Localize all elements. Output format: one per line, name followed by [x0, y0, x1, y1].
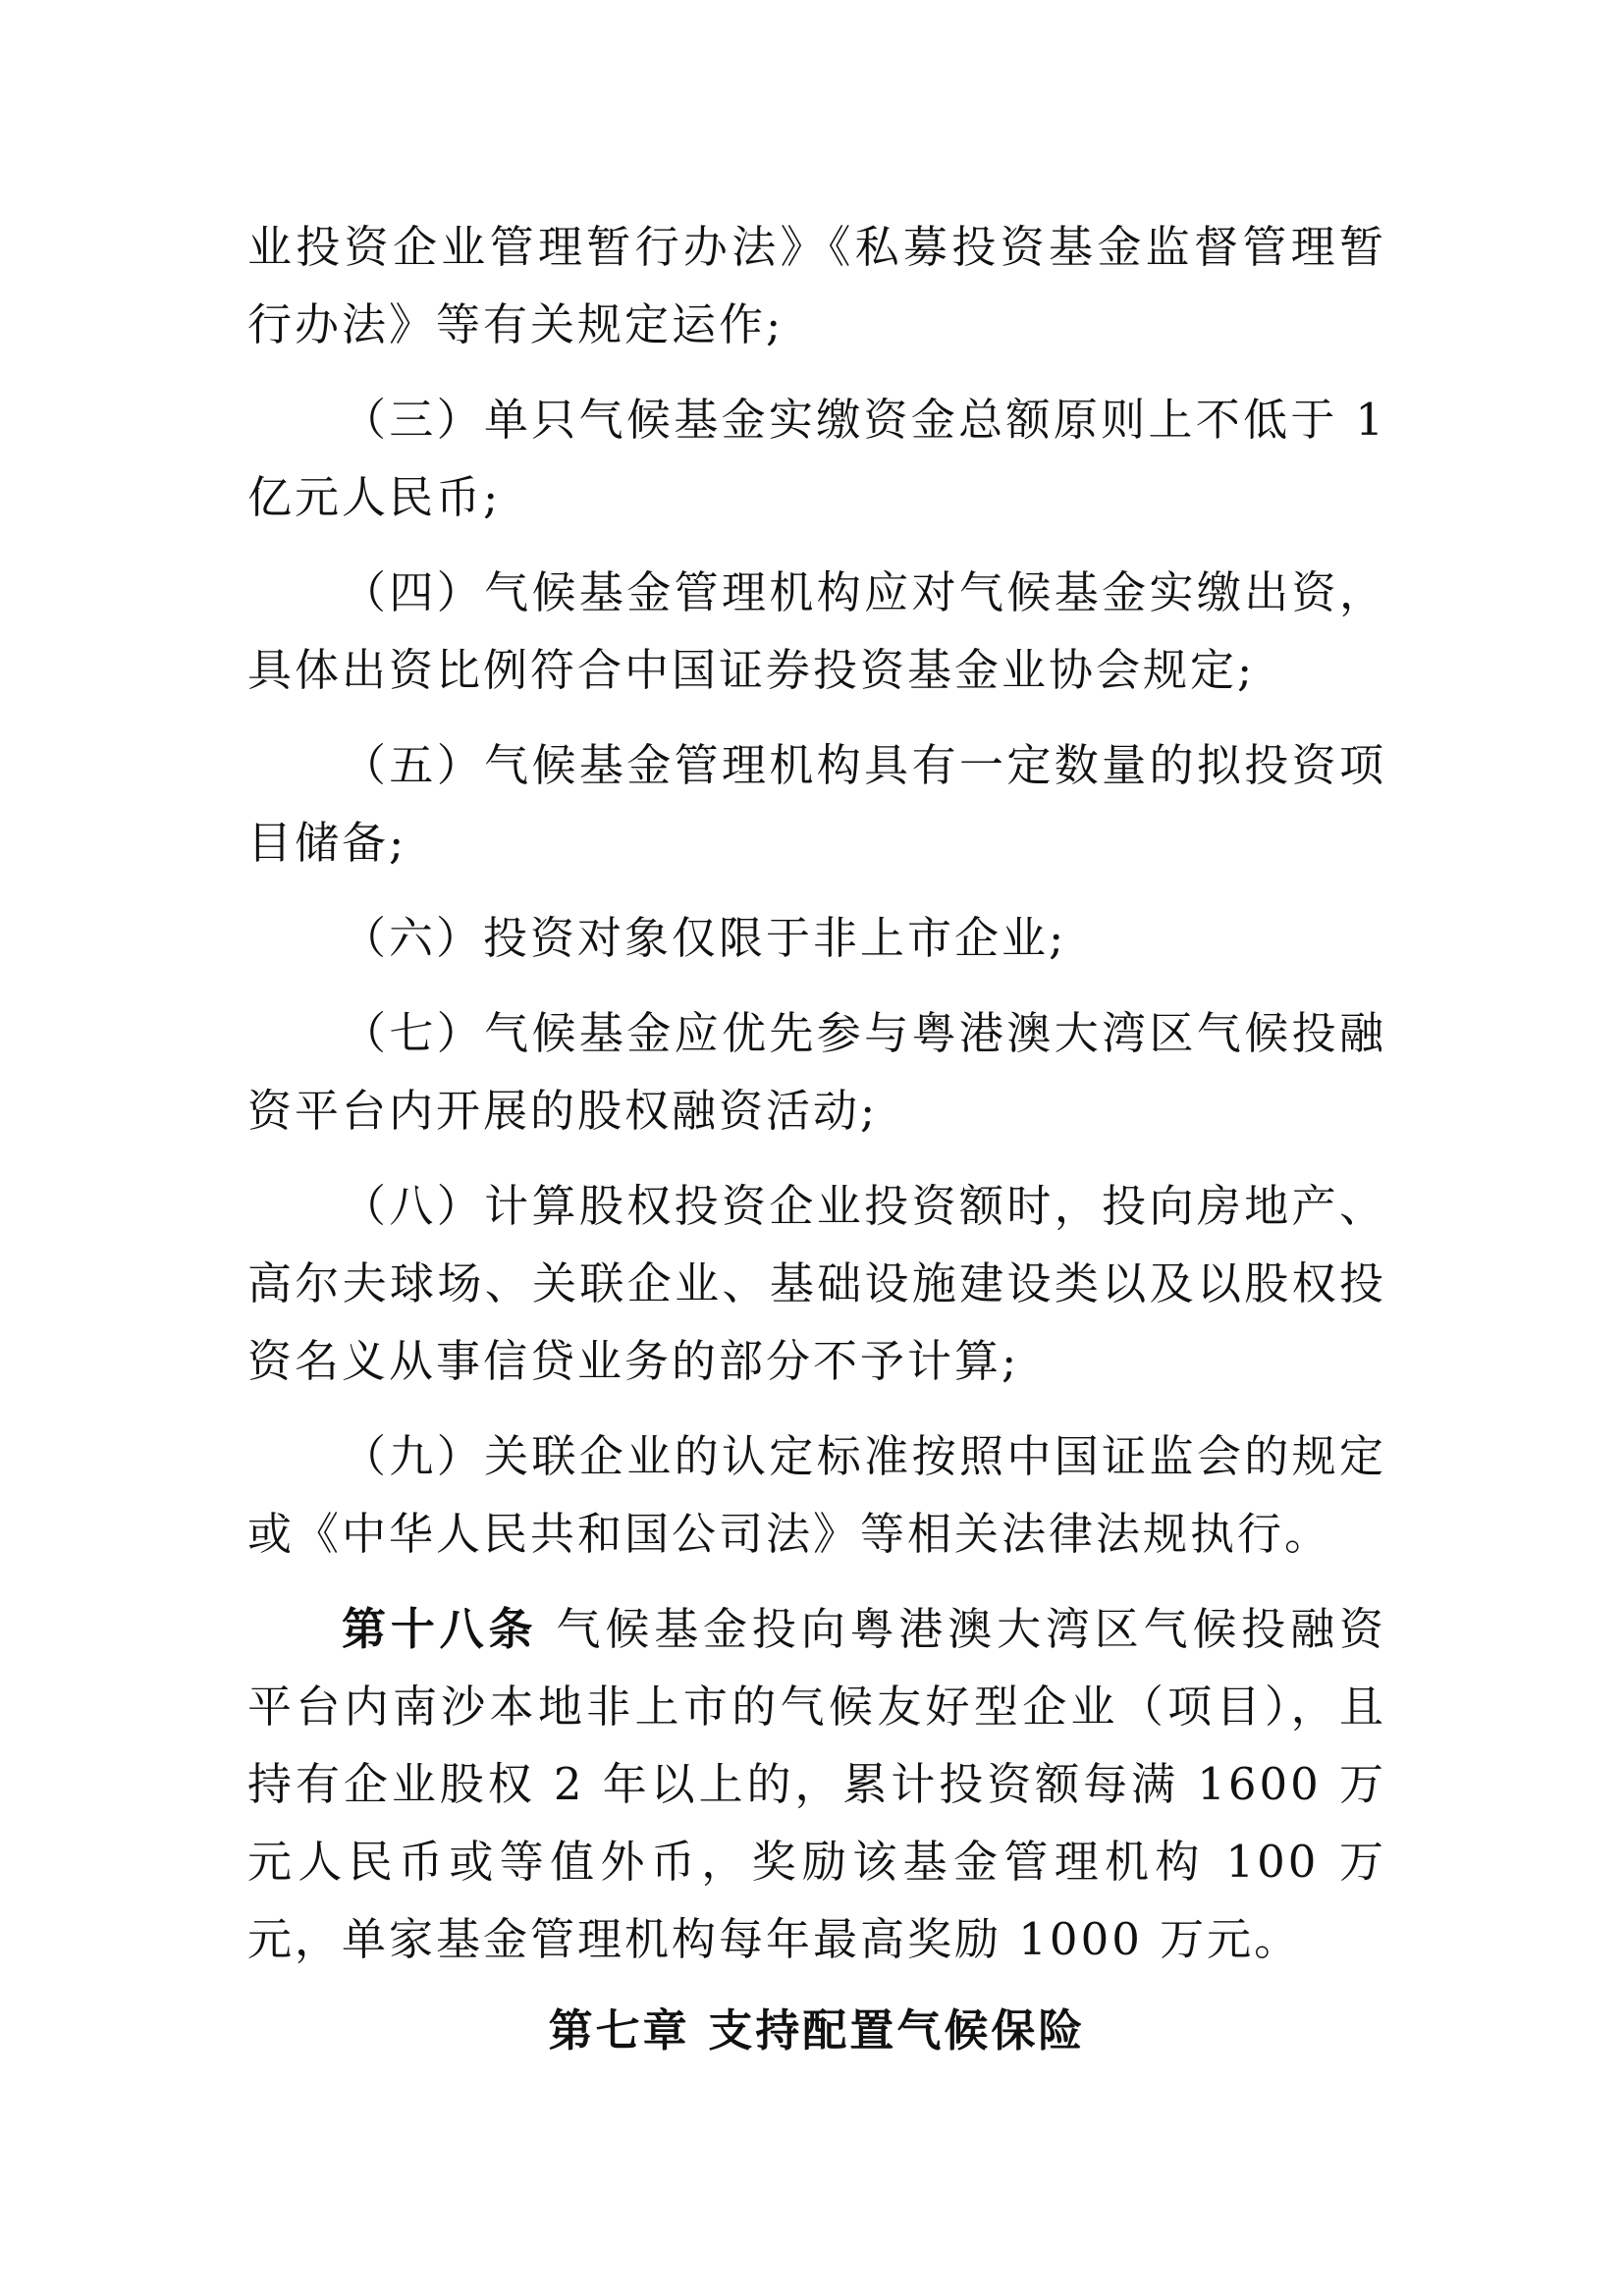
article-18: [247, 1590, 1386, 1978]
list-item-9: （九）关联企业的认定标准按照中国证监会的规定或《中华人民共和国公司法》等相关法律法规执行。: [247, 1430, 1386, 1560]
article-18-label: 第十八条: [342, 1603, 538, 1655]
list-item-8: （八）计算股权投资企业投资额时，投向房地产、高尔夫球场、关联企业、基础设施建设类以及以股权投资名义从事信贷业务的部分不予计算;: [247, 1180, 1386, 1387]
list-item-5: （五）气候基金管理机构具有一定数量的拟投资项目储备;: [247, 739, 1386, 869]
list-item-3: （三）单只气候基金实缴资金总额原则上不低于 1 亿元人民币;: [247, 394, 1386, 523]
chapter-heading: 第七章 支持配置气候保险: [548, 2004, 1086, 2056]
list-item-6: （六）投资对象仅限于非上市企业;: [342, 912, 1067, 964]
paragraph-continuation: 业投资企业管理暂行办法》《私募投资基金监督管理暂行办法》等有关规定运作;: [247, 221, 1386, 350]
list-item-7: （七）气候基金应优先参与粤港澳大湾区气候投融资平台内开展的股权融资活动;: [247, 1007, 1386, 1137]
article-18-text: 气候基金投向粤港澳大湾区气候投融资平台内南沙本地非上市的气候友好型企业（项目），且持有企业股权 2 年以上的，累计投资额每满 1600 万元人民币或等值外币，奖励该基金管理机构 100 万元，单家基金管理机构每年最高奖励 1000 万元。: [247, 1603, 1386, 1965]
list-item-4: （四）气候基金管理机构应对气候基金实缴出资，具体出资比例符合中国证券投资基金业协会规定;: [247, 566, 1386, 696]
document-body: [247, 208, 1386, 2069]
